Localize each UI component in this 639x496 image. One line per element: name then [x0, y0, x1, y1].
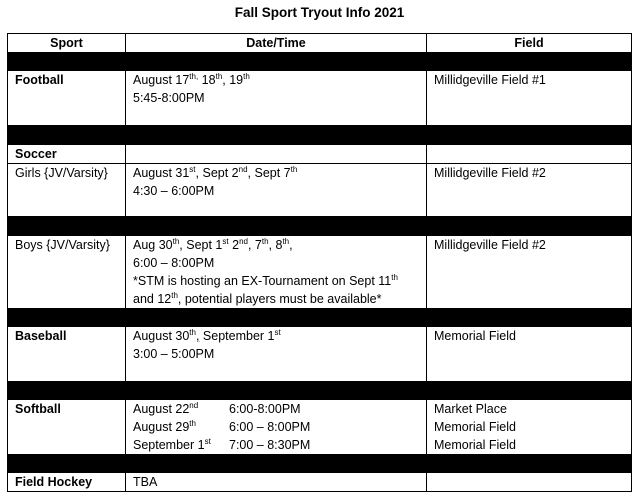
softball-slot: August 29th 6:00 – 8:00PM	[133, 419, 311, 434]
football-dates: August $17^{th,}$ 18th, 19th	[133, 72, 250, 87]
soccer-boys-time: 6:00 – 8:00PM	[133, 256, 215, 270]
sport-field-hockey: Field Hockey	[8, 473, 126, 492]
separator-bar	[8, 53, 632, 71]
header-datetime: Date/Time	[126, 34, 427, 53]
header-row	[8, 34, 632, 53]
sport-soccer: Soccer	[8, 145, 126, 164]
table-row-soccer-girls	[8, 164, 632, 217]
header-field: Field	[427, 34, 632, 53]
field-football: Millidgeville Field #1	[427, 71, 632, 126]
football-time: 5:45-8:00PM	[133, 91, 205, 105]
field-soccer-girls: Millidgeville Field #2	[427, 164, 632, 217]
softball-field: Market Place	[434, 402, 507, 416]
table-row-softball	[8, 400, 632, 455]
soccer-boys-note-cont: and 12th, potential players must be available*	[133, 291, 382, 306]
document-title: Fall Sport Tryout Info 2021	[234, 5, 405, 20]
softball-field: Memorial Field	[434, 420, 516, 434]
datetime-football	[126, 71, 427, 126]
field-field-hockey	[427, 473, 632, 492]
tryout-table	[7, 33, 632, 492]
softball-slot: September 1st 7:00 – 8:30PM	[133, 437, 311, 452]
datetime-soccer-girls	[126, 164, 427, 217]
header-sport: Sport	[8, 34, 126, 53]
datetime-baseball	[126, 327, 427, 382]
separator-bar	[8, 309, 632, 327]
sport-soccer-girls: Girls {JV/Varsity}	[8, 164, 126, 217]
soccer-boys-dates: Aug 30th, Sept 1st 2nd, 7th, 8th,	[133, 237, 293, 252]
sport-football: Football	[8, 71, 126, 126]
soccer-girls-dates: August 31st, Sept 2nd, Sept 7th	[133, 165, 298, 180]
table-row-soccer-heading	[8, 145, 632, 164]
softball-field: Memorial Field	[434, 438, 516, 452]
table-row-football	[8, 71, 632, 126]
soccer-girls-time: 4:30 – 6:00PM	[133, 184, 215, 198]
datetime-field-hockey: TBA	[126, 473, 427, 492]
separator-bar	[8, 126, 632, 145]
separator-bar	[8, 382, 632, 400]
baseball-time: 3:00 – 5:00PM	[133, 347, 215, 361]
sport-baseball: Baseball	[8, 327, 126, 382]
separator-bar	[8, 217, 632, 236]
separator-bar	[8, 455, 632, 473]
table-row-soccer-boys	[8, 236, 632, 309]
sport-soccer-boys: Boys {JV/Varsity}	[8, 236, 126, 309]
datetime-soccer-boys	[126, 236, 427, 309]
table-row-field-hockey	[8, 473, 632, 492]
soccer-boys-note: *STM is hosting an EX-Tournament on Sept 11th	[133, 273, 398, 288]
datetime-softball	[126, 400, 427, 455]
sport-softball: Softball	[8, 400, 126, 455]
baseball-dates: August 30th, September 1st	[133, 328, 281, 343]
softball-slot: August 22nd 6:00-8:00PM	[133, 401, 301, 416]
field-soccer-boys: Millidgeville Field #2	[427, 236, 632, 309]
field-softball	[427, 400, 632, 455]
field-baseball: Memorial Field	[427, 327, 632, 382]
table-row-baseball	[8, 327, 632, 382]
